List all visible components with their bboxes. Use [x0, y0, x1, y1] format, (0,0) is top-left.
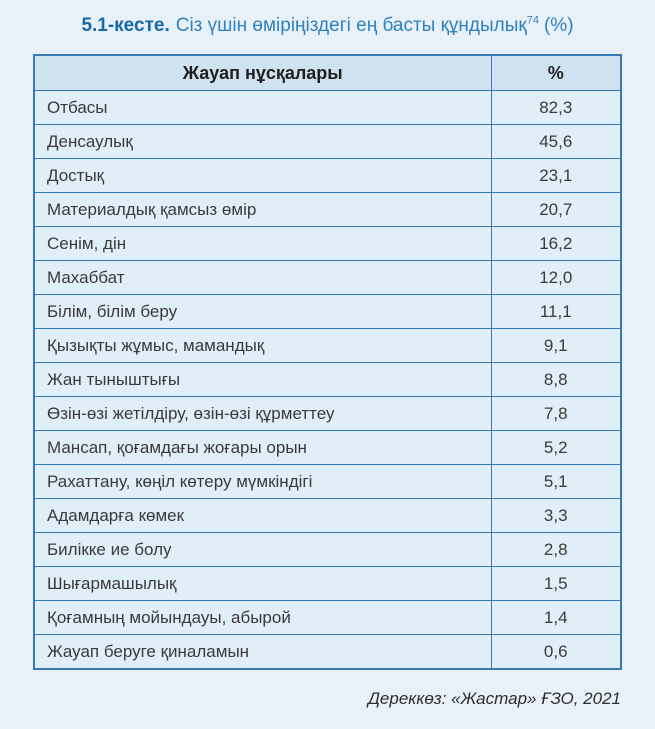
percent-cell: 0,6	[491, 635, 621, 670]
table-row	[34, 261, 621, 295]
answer-cell: Билікке ие болу	[34, 533, 491, 567]
percent-cell: 5,2	[491, 431, 621, 465]
percent-cell: 7,8	[491, 397, 621, 431]
table-row	[34, 125, 621, 159]
source-attribution: Дереккөз: «Жастар» ҒЗО, 2021	[367, 689, 621, 708]
percent-cell: 82,3	[491, 91, 621, 125]
table-header-row	[34, 55, 621, 91]
table-row	[34, 499, 621, 533]
caption-footnote-marker: 74	[526, 14, 539, 27]
answer-cell: Рахаттану, көңіл көтеру мүмкіндігі	[34, 465, 491, 499]
answer-cell: Сенім, дін	[34, 227, 491, 261]
table-row	[34, 295, 621, 329]
answer-cell: Қызықты жұмыс, мамандық	[34, 329, 491, 363]
table-row	[34, 635, 621, 670]
percent-cell: 8,8	[491, 363, 621, 397]
table-row	[34, 329, 621, 363]
table-row	[34, 363, 621, 397]
table-row	[34, 567, 621, 601]
answer-cell: Достық	[34, 159, 491, 193]
answer-cell: Адамдарға көмек	[34, 499, 491, 533]
percent-cell: 23,1	[491, 159, 621, 193]
answer-cell: Материалдық қамсыз өмір	[34, 193, 491, 227]
table-row	[34, 533, 621, 567]
answer-cell: Мансап, қоғамдағы жоғары орын	[34, 431, 491, 465]
answer-cell: Денсаулық	[34, 125, 491, 159]
answer-cell: Білім, білім беру	[34, 295, 491, 329]
caption-number: 5.1-кесте.	[81, 15, 170, 36]
percent-cell: 20,7	[491, 193, 621, 227]
header-percent: %	[491, 55, 621, 91]
answer-cell: Шығармашылық	[34, 567, 491, 601]
percent-cell: 2,8	[491, 533, 621, 567]
table-row	[34, 431, 621, 465]
table-caption	[0, 13, 655, 39]
answer-cell: Жан тыныштығы	[34, 363, 491, 397]
table-row	[34, 227, 621, 261]
percent-cell: 16,2	[491, 227, 621, 261]
caption-unit: (%)	[543, 15, 574, 36]
percent-cell: 1,5	[491, 567, 621, 601]
answer-cell: Өзін-өзі жетілдіру, өзін-өзі құрметтеу	[34, 397, 491, 431]
table-row	[34, 193, 621, 227]
answer-cell: Отбасы	[34, 91, 491, 125]
percent-cell: 9,1	[491, 329, 621, 363]
percent-cell: 3,3	[491, 499, 621, 533]
table-row	[34, 397, 621, 431]
percent-cell: 1,4	[491, 601, 621, 635]
header-answer-options: Жауап нұсқалары	[34, 55, 491, 91]
percent-cell: 45,6	[491, 125, 621, 159]
table-row	[34, 91, 621, 125]
answer-cell: Қоғамның мойындауы, абырой	[34, 601, 491, 635]
percent-cell: 11,1	[491, 295, 621, 329]
percent-cell: 5,1	[491, 465, 621, 499]
table-row	[34, 465, 621, 499]
caption-text: Сіз үшін өміріңіздегі ең басты құндылық	[175, 15, 527, 36]
answer-cell: Жауап беруге қиналамын	[34, 635, 491, 670]
values-table	[33, 54, 622, 670]
table-row	[34, 601, 621, 635]
percent-cell: 12,0	[491, 261, 621, 295]
answer-cell: Махаббат	[34, 261, 491, 295]
table-row	[34, 159, 621, 193]
